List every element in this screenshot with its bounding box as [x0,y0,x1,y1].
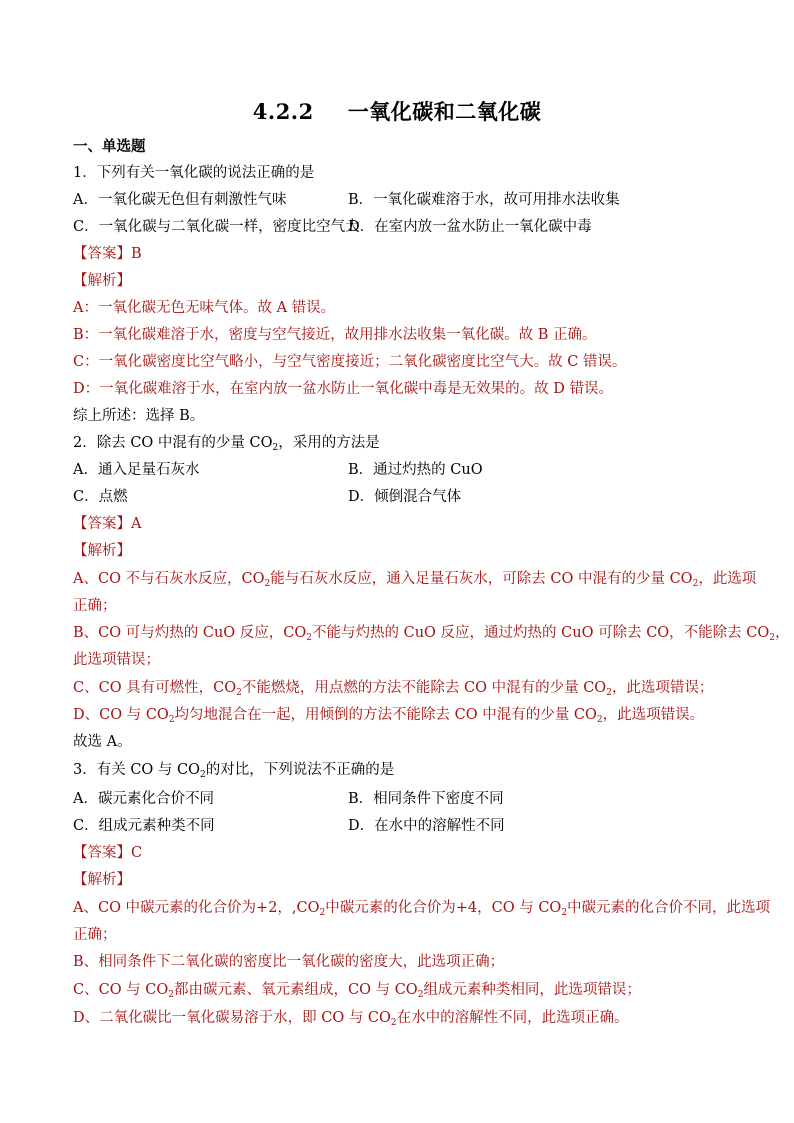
section-heading: 一、单选题 [73,138,146,155]
q1-option-d: D．在室内放一盆水防止一氧化碳中毒 [348,219,592,235]
q3-analysis-c: C、CO 与 $CO_2$都由碳元素、氧元素组成，CO 与 $CO_2$组成元素种类相同，此选项错误； [73,982,641,1000]
q3-option-b: B．相同条件下密度不同 [348,791,504,807]
q3-analysis-b: B、相同条件下二氧化碳的密度比一氧化碳的密度大，此选项正确； [73,954,505,970]
q2-answer: 【答案】A [73,516,142,532]
q2-analysis-b-cont: 此选项错误； [73,652,160,668]
q1-answer: 【答案】B [73,246,142,262]
q3-option-d: D．在水中的溶解性不同 [348,818,505,834]
q2-option-d: D．倾倒混合气体 [348,489,462,505]
q2-stem: 2．除去 CO 中混有的少量 $CO_2$，采用的方法是 [73,435,380,453]
q1-analysis-label: 【解析】 [73,273,131,289]
q3-analysis-label: 【解析】 [73,872,131,888]
page-title [0,96,794,126]
q2-option-b: B．通过灼热的 CuO [348,462,483,478]
q3-stem: 3．有关 CO 与 $CO_2$的对比，下列说法不正确的是 [73,762,395,780]
q1-analysis-a: A：一氧化碳无色无味气体。故 A 错误。 [73,300,336,316]
title-text: 一氧化碳和二氧化碳 [347,99,542,124]
q3-option-c: C．组成元素种类不同 [73,818,215,834]
title-number: 4.2.2 [252,99,314,124]
q3-option-a: A．碳元素化合价不同 [73,791,214,807]
q1-option-b: B．一氧化碳难溶于水，故可用排水法收集 [348,192,620,208]
q2-summary: 故选 A。 [73,734,132,750]
q2-analysis-d: D、CO 与 $CO_2$均匀地混合在一起，用倾倒的方法不能除去 CO 中混有的少量 $CO_2$，此选项错误。 [73,707,705,725]
q2-analysis-c: C、CO 具有可燃性，$CO_2$不能燃烧，用点燃的方法不能除去 CO 中混有的少量 $CO_2$，此选项错误； [73,680,714,698]
q3-answer: 【答案】C [73,845,143,861]
q2-analysis-a: A、CO 不与石灰水反应，$CO_2$能与石灰水反应，通入足量石灰水，可除去 CO 中混有的少量 $CO_2$，此选项 [73,571,757,589]
q2-option-c: C．点燃 [73,489,128,505]
q2-option-a: A．通入足量石灰水 [73,462,200,478]
q1-stem: 1．下列有关一氧化碳的说法正确的是 [73,165,315,181]
q1-option-c: C．一氧化碳与二氧化碳一样，密度比空气大 [73,219,360,235]
q1-analysis-b: B：一氧化碳难溶于水，密度与空气接近，故用排水法收集一氧化碳。故 B 正确。 [73,327,597,343]
q1-analysis-d: D：一氧化碳难溶于水，在室内放一盆水防止一氧化碳中毒是无效果的。故 D 错误。 [73,381,613,397]
q3-analysis-a-cont: 正确； [73,927,117,943]
q3-analysis-a: A、CO 中碳元素的化合价为+2，$,CO_2$中碳元素的化合价为+4，CO 与 $CO_2$中碳元素的化合价不同，此选项 [73,900,771,918]
q2-analysis-b: B、CO 可与灼热的 CuO 反应，$CO_2$不能与灼热的 CuO 反应，通过灼热的 CuO 可除去 CO，不能除去 $CO_2$， [73,625,790,643]
q2-analysis-a-cont: 正确； [73,598,117,614]
q1-option-a: A．一氧化碳无色但有刺激性气味 [73,192,287,208]
q1-summary: 综上所述：选择 B。 [73,408,205,424]
q2-analysis-label: 【解析】 [73,543,131,559]
q3-analysis-d: D、二氧化碳比一氧化碳易溶于水，即 CO 与 $CO_2$在水中的溶解性不同，此选项正确。 [73,1010,629,1028]
q1-analysis-c: C：一氧化碳密度比空气略小，与空气密度接近；二氧化碳密度比空气大。故 C 错误。 [73,354,627,370]
